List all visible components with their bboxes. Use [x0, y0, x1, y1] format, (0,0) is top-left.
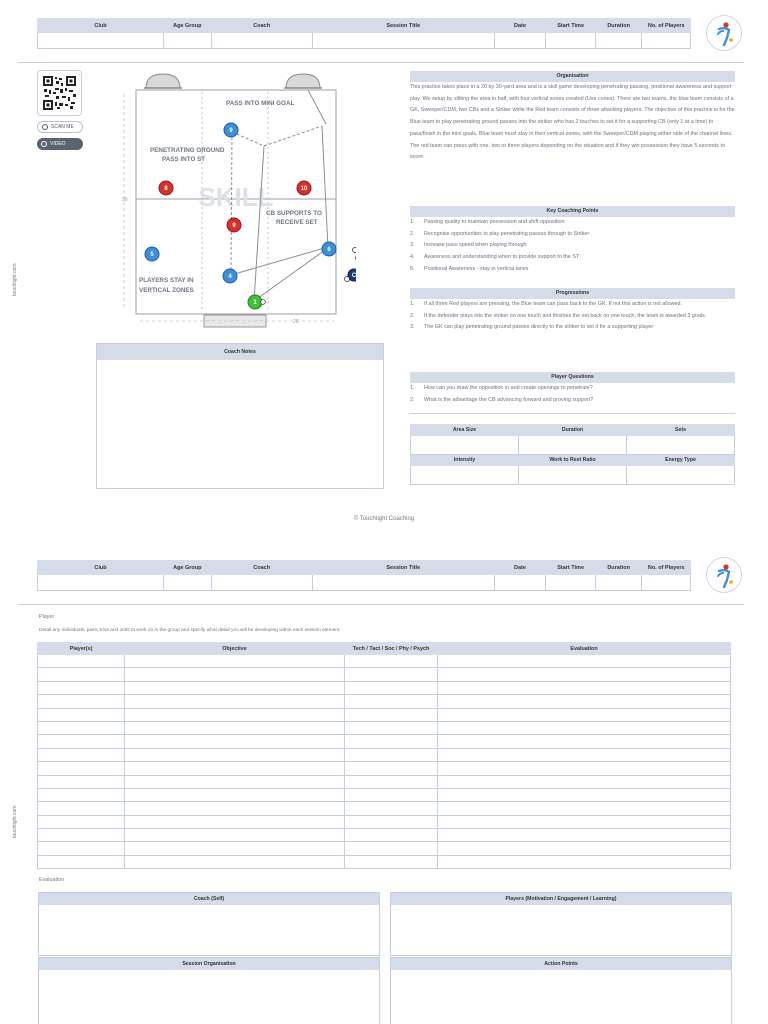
list-item: 5. Positional Awareness - stay in vertical lanes: [410, 265, 529, 272]
work-rest-header: Work to Rest Ratio: [519, 455, 627, 466]
table-cell[interactable]: [38, 788, 125, 801]
table-cell[interactable]: [438, 708, 731, 721]
table-cell[interactable]: [38, 735, 125, 748]
mini-goal-right: [284, 74, 322, 88]
duration-header: Duration: [519, 425, 627, 436]
player-instruction-text: Detail any individuals, pairs, trios and units to work on in the group and specify what detail you will be developing within each session element.: [39, 628, 341, 633]
svg-text:8: 8: [164, 186, 168, 192]
table-cell[interactable]: [125, 842, 345, 855]
table-cell[interactable]: [438, 655, 731, 668]
category-column-header: Tech / Tact / Soc / Phy / Psych: [345, 643, 438, 655]
table-cell[interactable]: [345, 842, 438, 855]
players-count-field[interactable]: [642, 33, 691, 49]
table-cell[interactable]: [345, 788, 438, 801]
coach-notes-title: Coach Notes: [97, 344, 383, 360]
list-item: 2. If the defender plays into the striker on one touch and finishes the set back on one touch, the team is awarded 3 goals.: [410, 312, 707, 319]
action-points-title: Action Points: [391, 958, 731, 970]
session-header-table-2: [37, 560, 691, 591]
progressions-list: [410, 299, 735, 334]
age-group-field[interactable]: [164, 575, 212, 591]
header-club: Club: [38, 561, 164, 575]
sets-header: Sets: [627, 425, 735, 436]
list-item: 2. What is the advantage the CB advancing forward and proving support?: [410, 396, 594, 403]
table-cell[interactable]: [38, 775, 125, 788]
table-cell[interactable]: [345, 815, 438, 828]
organisation-section: [410, 71, 735, 204]
club-field[interactable]: [38, 575, 164, 591]
session-title-field[interactable]: [312, 33, 494, 49]
table-cell[interactable]: [125, 802, 345, 815]
table-cell[interactable]: [345, 721, 438, 734]
table-cell[interactable]: [125, 762, 345, 775]
table-cell[interactable]: [438, 762, 731, 775]
table-cell[interactable]: [38, 681, 125, 694]
table-row: [38, 762, 731, 775]
energy-type-field[interactable]: [627, 466, 735, 485]
player-section-label: Player: [39, 614, 55, 620]
table-cell[interactable]: [345, 655, 438, 668]
svg-text:10: 10: [300, 186, 308, 192]
header-start-time: Start Time: [546, 19, 596, 33]
table-row: [38, 748, 731, 761]
header-divider: [18, 604, 744, 605]
table-cell[interactable]: [38, 829, 125, 842]
table-cell[interactable]: [438, 855, 731, 868]
session-header-table: [37, 18, 691, 49]
svg-text:9: 9: [232, 223, 236, 229]
table-row: [38, 855, 731, 868]
table-cell[interactable]: [438, 815, 731, 828]
header-duration: Duration: [595, 19, 641, 33]
duration-value-field[interactable]: [519, 436, 627, 455]
side-website-text: touchtight.com: [12, 263, 18, 296]
table-cell[interactable]: [38, 855, 125, 868]
players-count-field[interactable]: [642, 575, 691, 591]
age-group-field[interactable]: [164, 33, 212, 49]
panel-divider: [410, 413, 735, 414]
players-eval-box[interactable]: [390, 892, 732, 956]
player-blue-5[interactable]: [145, 247, 159, 261]
table-cell[interactable]: [345, 802, 438, 815]
header-duration: Duration: [595, 561, 641, 575]
table-cell[interactable]: [38, 762, 125, 775]
table-cell[interactable]: [38, 842, 125, 855]
table-cell[interactable]: [38, 802, 125, 815]
header-date: Date: [494, 561, 546, 575]
table-row: [38, 802, 731, 815]
date-field[interactable]: [494, 575, 546, 591]
player-blue-6[interactable]: [322, 242, 336, 256]
table-cell[interactable]: [438, 668, 731, 681]
label-players-stay-1: PLAYERS STAY IN: [139, 277, 194, 284]
player-blue-9[interactable]: [224, 123, 238, 137]
height-measure-label: 30: [122, 197, 128, 203]
table-cell[interactable]: [125, 721, 345, 734]
video-button[interactable]: [37, 138, 83, 150]
start-time-field[interactable]: [546, 33, 596, 49]
header-players: No. of Players: [642, 19, 691, 33]
table-row: [38, 708, 731, 721]
table-row: [38, 721, 731, 734]
coach-self-box[interactable]: [38, 892, 380, 956]
duration-field[interactable]: [595, 33, 641, 49]
organisation-title: Organisation: [410, 71, 735, 82]
coach-self-title: Coach (Self): [39, 893, 379, 905]
table-row: [38, 775, 731, 788]
table-cell[interactable]: [438, 681, 731, 694]
table-cell[interactable]: [125, 829, 345, 842]
header-club: Club: [38, 19, 164, 33]
table-cell[interactable]: [125, 788, 345, 801]
player-questions-section: [410, 372, 735, 406]
table-cell[interactable]: [345, 735, 438, 748]
progressions-title: Progressions: [410, 288, 735, 299]
table-cell[interactable]: [125, 681, 345, 694]
key-coaching-points-section: [410, 206, 735, 276]
table-cell[interactable]: [38, 815, 125, 828]
evaluation-column-header: Evaluation: [438, 643, 731, 655]
table-cell[interactable]: [125, 855, 345, 868]
session-org-box[interactable]: [38, 957, 380, 1024]
table-cell[interactable]: [38, 695, 125, 708]
table-cell[interactable]: [438, 802, 731, 815]
table-row: [38, 815, 731, 828]
side-website-text: touchtight.com: [12, 805, 18, 838]
action-points-box[interactable]: [390, 957, 732, 1024]
svg-text:9: 9: [229, 128, 233, 134]
area-size-field[interactable]: [411, 436, 519, 455]
table-row: [38, 829, 731, 842]
label-players-stay-2: VERTICAL ZONES: [139, 287, 194, 294]
player-questions-list: [410, 383, 735, 406]
scan-icon: [42, 124, 48, 130]
table-row: [38, 655, 731, 668]
player-gk-1[interactable]: [248, 295, 262, 309]
table-cell[interactable]: [125, 748, 345, 761]
scan-me-button[interactable]: [37, 121, 83, 133]
mini-goal-left: [144, 74, 182, 88]
table-cell[interactable]: [438, 775, 731, 788]
table-cell[interactable]: [38, 655, 125, 668]
session-details-table: [410, 424, 735, 485]
table-cell[interactable]: [125, 735, 345, 748]
list-item: 2. Recognise opportunities to play penetrating passes through to Striker: [410, 230, 590, 237]
objective-column-header: Objective: [125, 643, 345, 655]
table-cell[interactable]: [438, 748, 731, 761]
header-coach: Coach: [211, 19, 312, 33]
table-row: [38, 695, 731, 708]
players-column-header: Player(s): [38, 643, 125, 655]
pitch-diagram: [118, 70, 356, 332]
player-table-body: [38, 655, 731, 869]
skill-watermark: SKILL: [198, 182, 274, 212]
coach-field[interactable]: [211, 33, 312, 49]
energy-type-header: Energy Type: [627, 455, 735, 466]
table-row: [38, 788, 731, 801]
svg-text:5: 5: [150, 252, 154, 258]
session-title-field[interactable]: [312, 575, 494, 591]
touchtight-logo-icon: [706, 557, 742, 593]
table-cell[interactable]: [345, 762, 438, 775]
progressions-section: [410, 288, 735, 334]
table-cell[interactable]: [345, 855, 438, 868]
header-start-time: Start Time: [546, 561, 596, 575]
label-pass-mini-goal: PASS INTO MINI GOAL: [226, 100, 295, 107]
header-age-group: Age Group: [164, 561, 212, 575]
date-field[interactable]: [494, 33, 546, 49]
label-penetrating-1: PENETRATING GROUND: [150, 147, 225, 154]
players-eval-title: Players (Motivation / Engagement / Learning): [391, 893, 731, 905]
table-cell[interactable]: [125, 655, 345, 668]
svg-text:4: 4: [228, 274, 232, 280]
table-cell[interactable]: [438, 735, 731, 748]
table-cell[interactable]: [345, 775, 438, 788]
player-red-9[interactable]: [227, 218, 241, 232]
table-cell[interactable]: [125, 708, 345, 721]
list-item: 1. How can you draw the opposition in and create openings to penetrate?: [410, 385, 593, 391]
organisation-text: This practice takes place in a 20 by 30-yard area and is a skill game developing penetrating passing, positional awareness and support play. We setup by slitting the area in half, with four vertical zones created (Use cones). There are two teams, the blue team consists of a GK, Sweeper/CDM, two CBs and a Striker while the Red team consists of three attacking players. The objective of this practice is for the Blue team to play penetrating ground passes into the striker who has 2 touches to set it for a supporting CB (only 1 at a time) to pass/finish in the mini goals. Blue team must stay in their vertical zones, with the Sweeper/CDM playing either side of the channel lines. The red team can press with one, two or three players depending on the situation and if they win possession they have 5 seconds to score.: [410, 84, 735, 161]
table-cell[interactable]: [38, 748, 125, 761]
club-field[interactable]: [38, 33, 164, 49]
width-measure-label: 20: [293, 319, 299, 325]
touchtight-logo-icon: [706, 15, 742, 51]
header-date: Date: [494, 19, 546, 33]
table-cell[interactable]: [125, 815, 345, 828]
list-item: 1. Passing quality to maintain possession and shift opposition: [410, 219, 565, 225]
table-cell[interactable]: [438, 721, 731, 734]
scan-me-label: SCAN ME: [51, 124, 74, 130]
table-cell[interactable]: [438, 788, 731, 801]
copyright-text: © Touchtight Coaching: [353, 516, 415, 522]
key-coaching-points-list: [410, 217, 735, 276]
svg-text:6: 6: [327, 247, 331, 253]
evaluation-section-label: Evaluation: [39, 877, 65, 883]
table-row: [38, 842, 731, 855]
table-cell[interactable]: [125, 695, 345, 708]
session-org-title: Session Organisation: [39, 958, 379, 970]
header-session-title: Session Title: [312, 19, 494, 33]
table-cell[interactable]: [125, 775, 345, 788]
table-cell[interactable]: [345, 708, 438, 721]
player-red-10[interactable]: [297, 181, 311, 195]
player-blue-4[interactable]: [223, 269, 237, 283]
start-time-field[interactable]: [546, 575, 596, 591]
sets-field[interactable]: [627, 436, 735, 455]
list-item: 3. The GK can play penetrating ground passes directly to the striker to set it for a supporting player: [410, 324, 654, 331]
key-coaching-points-title: Key Coaching Points: [410, 206, 735, 217]
table-row: [38, 735, 731, 748]
list-item: 1. If all three Red players are pressing, the Blue team can pass back to the GK. If not this action is not allowed.: [410, 301, 682, 307]
svg-text:1: 1: [253, 300, 257, 306]
coach-notes-box[interactable]: [96, 343, 384, 489]
qr-code-icon: [42, 75, 77, 111]
header-age-group: Age Group: [164, 19, 212, 33]
qr-code[interactable]: [37, 70, 82, 116]
play-icon: [41, 141, 47, 147]
table-row: [38, 668, 731, 681]
table-cell[interactable]: [345, 695, 438, 708]
label-cb-supports-2: RECEIVE SET: [276, 219, 318, 226]
intensity-header: Intensity: [411, 455, 519, 466]
table-cell[interactable]: [438, 829, 731, 842]
table-cell[interactable]: [345, 681, 438, 694]
table-cell[interactable]: [345, 668, 438, 681]
table-cell[interactable]: [438, 842, 731, 855]
table-cell[interactable]: [345, 748, 438, 761]
header-divider: [18, 62, 744, 63]
coach-field[interactable]: [211, 575, 312, 591]
duration-field[interactable]: [595, 575, 641, 591]
label-penetrating-2: PASS INTO ST: [162, 156, 206, 163]
header-players: No. of Players: [642, 561, 691, 575]
player-red-8[interactable]: [159, 181, 173, 195]
label-cb-supports-1: CB SUPPORTS TO: [266, 210, 322, 217]
table-cell[interactable]: [125, 668, 345, 681]
svg-text:C: C: [351, 273, 356, 279]
header-session-title: Session Title: [312, 561, 494, 575]
work-rest-field[interactable]: [519, 466, 627, 485]
table-cell[interactable]: [345, 829, 438, 842]
area-size-header: Area Size: [411, 425, 519, 436]
table-cell[interactable]: [438, 695, 731, 708]
table-cell[interactable]: [38, 668, 125, 681]
list-item: 4. Awareness and understanding when to provide support to the ST: [410, 254, 580, 261]
table-row: [38, 681, 731, 694]
header-coach: Coach: [211, 561, 312, 575]
table-cell[interactable]: [38, 721, 125, 734]
list-item: 3. Increase pass speed when playing through: [410, 242, 527, 249]
video-label: VIDEO: [50, 141, 66, 147]
intensity-field[interactable]: [411, 466, 519, 485]
table-cell[interactable]: [38, 708, 125, 721]
player-objectives-table: [37, 642, 731, 869]
player-questions-title: Player Questions: [410, 372, 735, 383]
